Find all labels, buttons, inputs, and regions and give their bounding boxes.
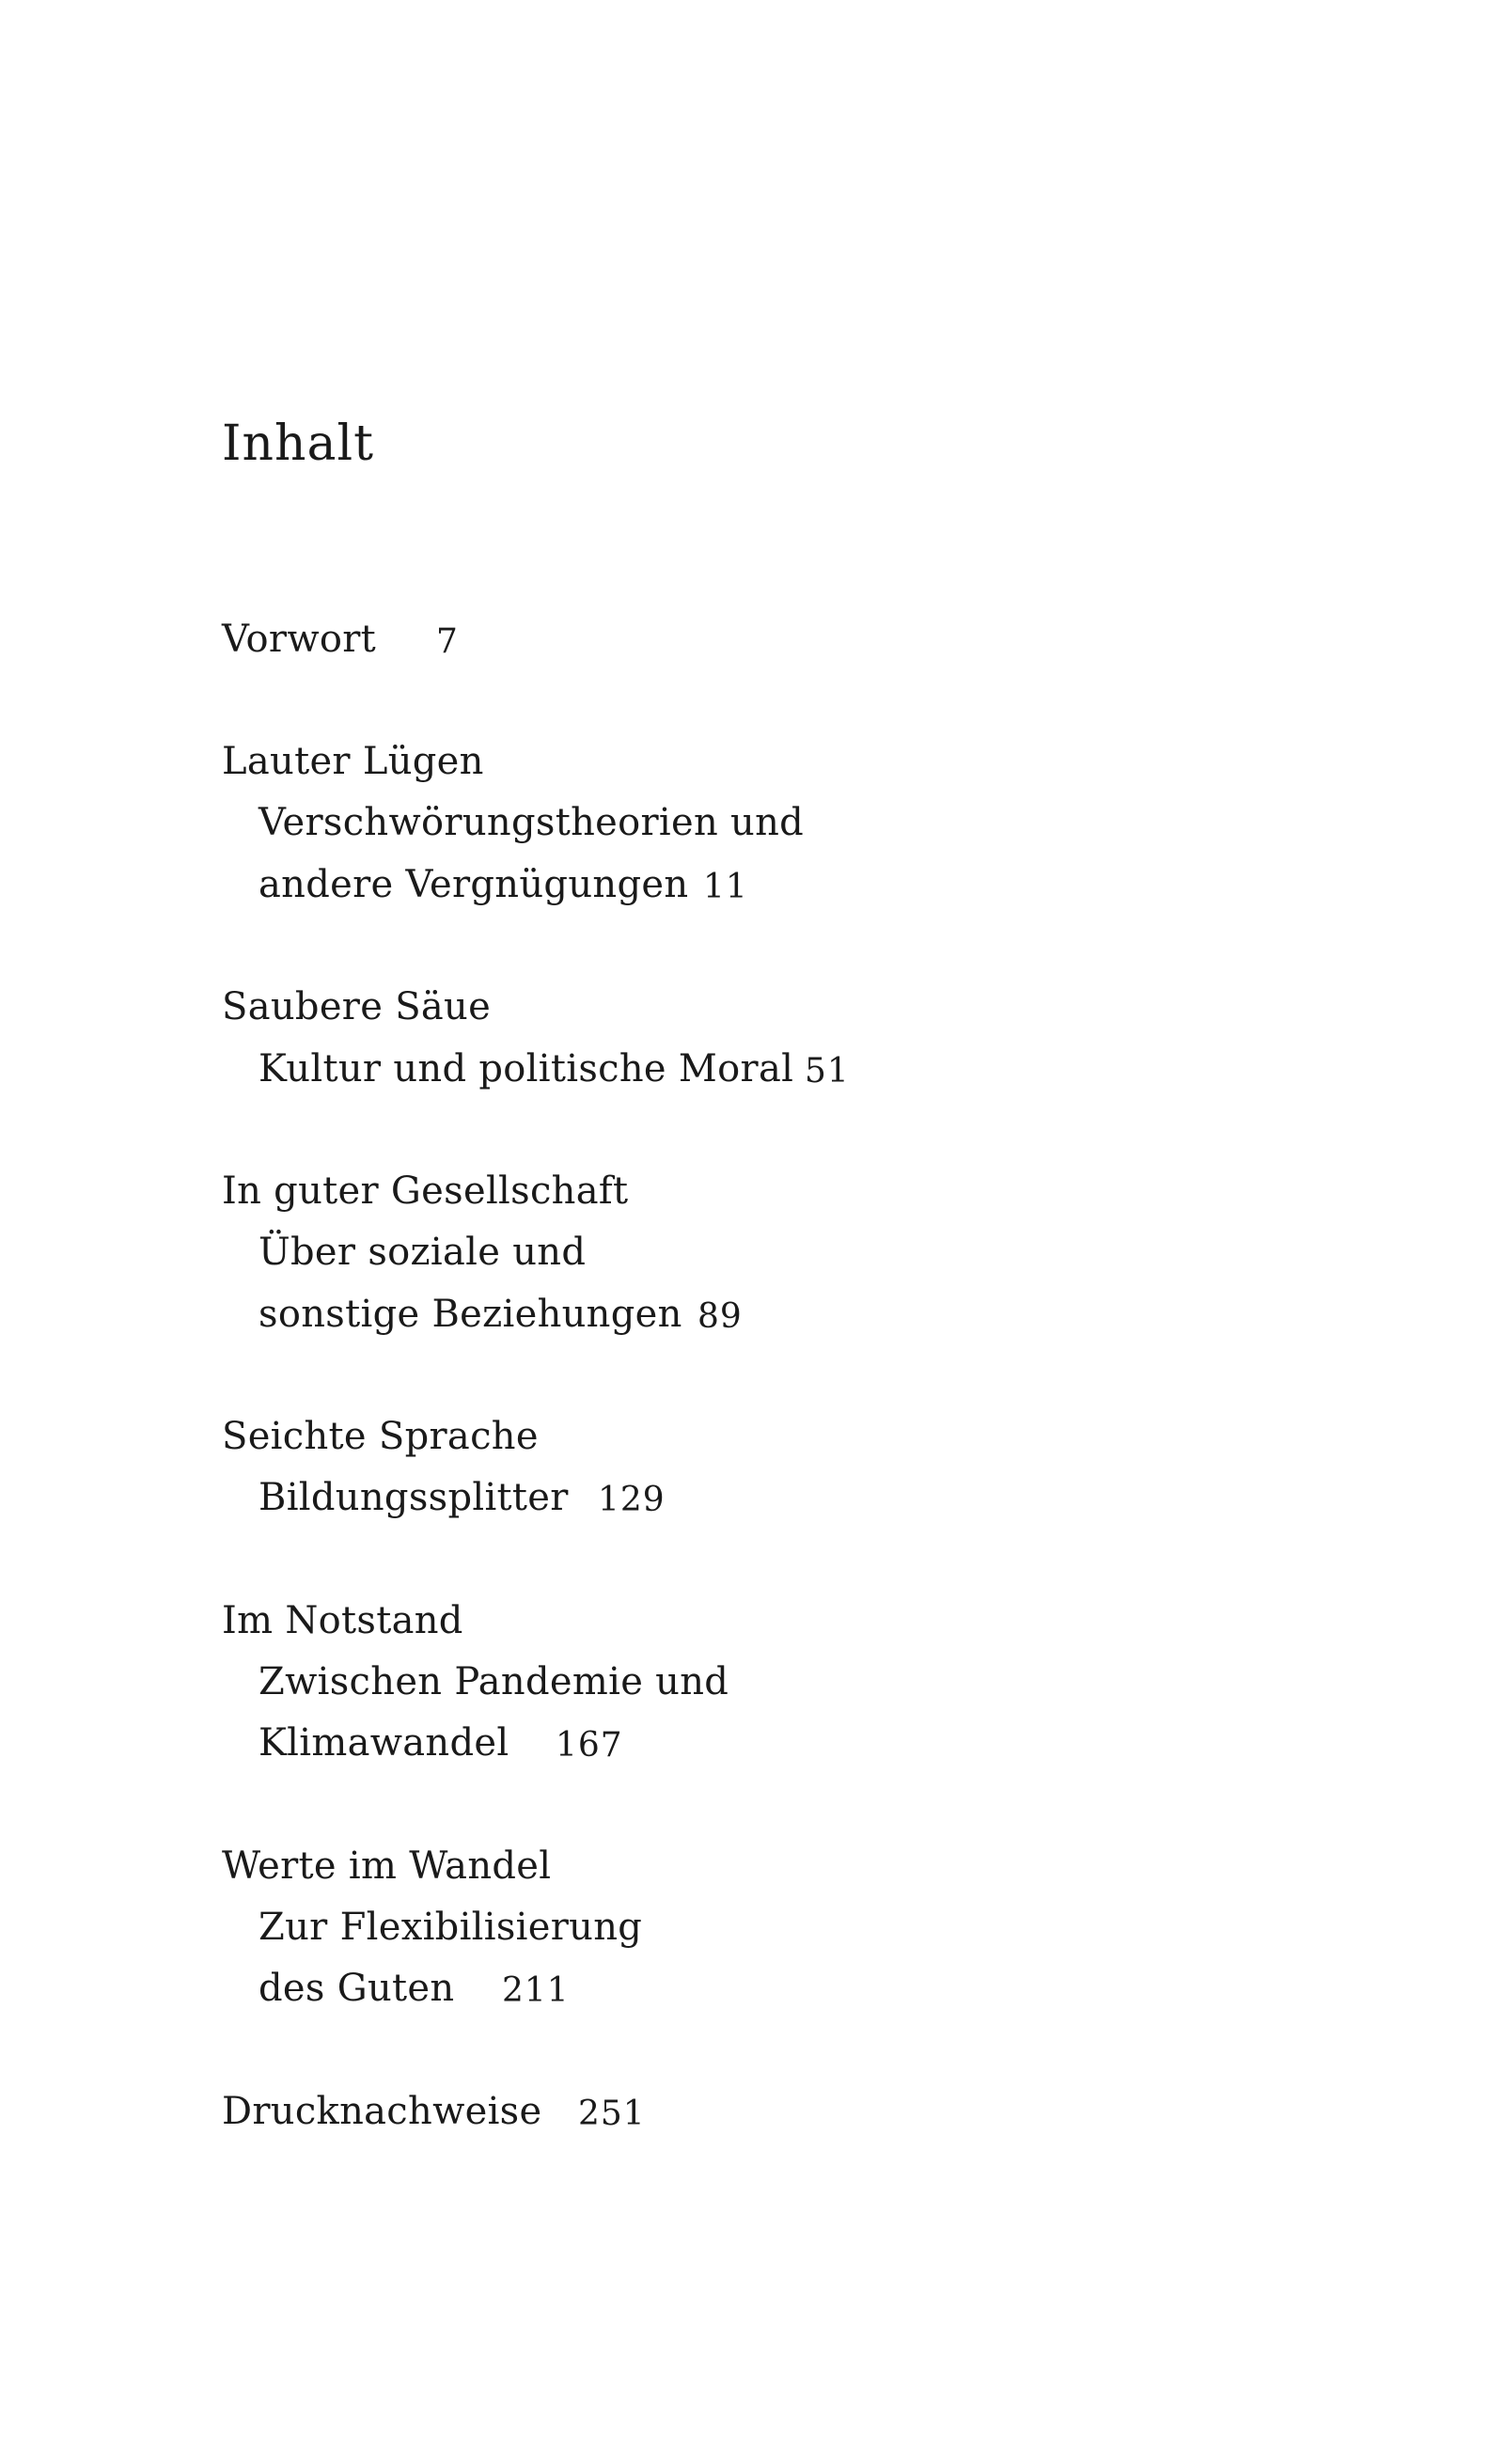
toc-entry-vorwort-title: Vorwort	[222, 618, 377, 661]
toc-entry-im-notstand-page: 167	[556, 1726, 623, 1765]
toc-entry-seichte-sprache-title: Seichte Sprache	[222, 1415, 539, 1458]
toc-entry-in-guter-gesellschaft-title: In guter Gesellschaft	[222, 1169, 629, 1213]
toc-entry-im-notstand-subtitle-2: Klimawandel	[258, 1721, 509, 1765]
toc-entry-seichte-sprache-page: 129	[598, 1481, 666, 1519]
toc-entry-werte-im-wandel-subtitle-2: des Guten	[258, 1967, 455, 2010]
toc-entry-lauter-luegen-page: 11	[703, 868, 748, 906]
toc-entry-in-guter-gesellschaft-subtitle-1: Über soziale und	[258, 1231, 587, 1274]
toc-entry-vorwort-page: 7	[436, 622, 459, 661]
toc-entry-werte-im-wandel-subtitle-1: Zur Flexibilisierung	[258, 1906, 643, 1949]
toc-entry-drucknachweise-page: 251	[578, 2095, 646, 2133]
toc-entry-saubere-saeue-title: Saubere Säue	[222, 985, 492, 1028]
page-title: Inhalt	[222, 416, 375, 472]
toc-entry-werte-im-wandel-title: Werte im Wandel	[222, 1844, 552, 1888]
toc-entry-in-guter-gesellschaft-page: 89	[697, 1297, 743, 1336]
toc-entry-lauter-luegen-subtitle-1: Verschwörungstheorien und	[258, 801, 805, 844]
toc-entry-drucknachweise-title: Drucknachweise	[222, 2090, 542, 2133]
toc-entry-lauter-luegen-subtitle-2: andere Vergnügungen	[258, 863, 689, 906]
toc-entry-saubere-saeue-subtitle-1: Kultur und politische Moral	[258, 1047, 794, 1091]
toc-entry-im-notstand-title: Im Notstand	[222, 1599, 463, 1642]
toc-entry-in-guter-gesellschaft-subtitle-2: sonstige Beziehungen	[258, 1293, 682, 1336]
toc-entry-lauter-luegen-title: Lauter Lügen	[222, 740, 484, 783]
toc-entry-saubere-saeue-page: 51	[805, 1052, 850, 1091]
toc-entry-werte-im-wandel-page: 211	[502, 1971, 570, 2010]
toc-entry-seichte-sprache-subtitle-1: Bildungssplitter	[258, 1476, 569, 1519]
toc-entry-im-notstand-subtitle-1: Zwischen Pandemie und	[258, 1660, 729, 1703]
